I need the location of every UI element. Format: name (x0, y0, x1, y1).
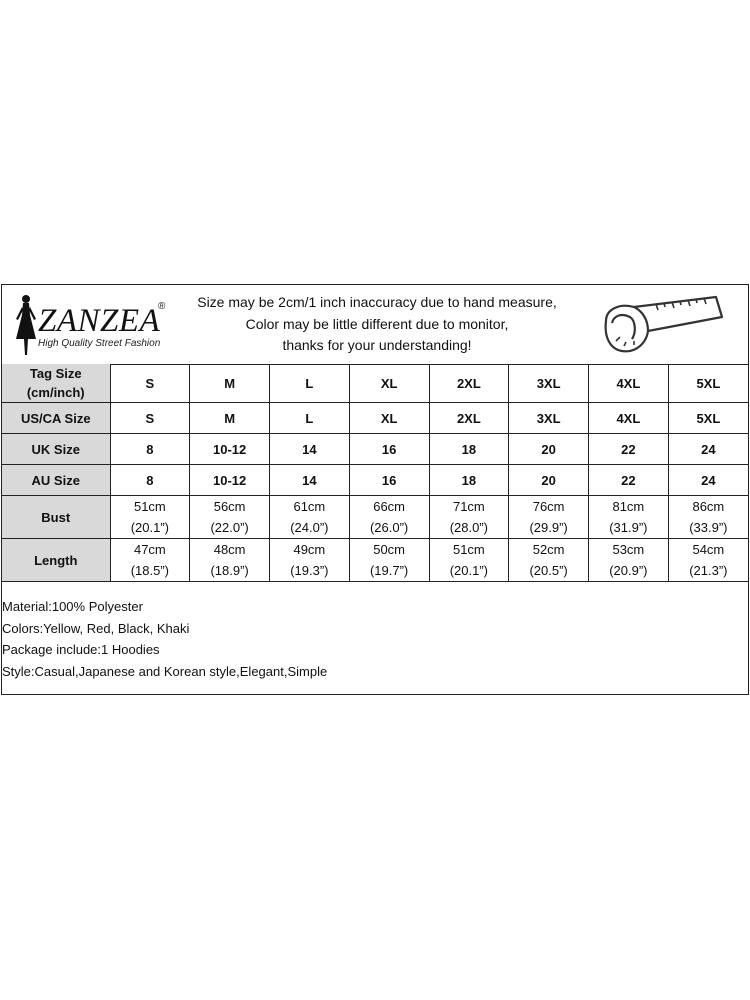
size-cell: 71cm (28.0”) (429, 496, 509, 539)
size-cell: 51cm (20.1”) (429, 539, 509, 582)
size-row (2, 496, 748, 539)
size-cell: 10-12 (190, 465, 270, 496)
size-table (2, 364, 748, 582)
size-cell: 2XL (429, 403, 509, 434)
size-cell: 24 (668, 434, 748, 465)
notice-line: Size may be 2cm/1 inch inaccuracy due to hand measure, (197, 294, 557, 310)
size-cell: 76cm (29.9”) (509, 496, 589, 539)
size-cell: M (190, 364, 270, 403)
size-cell: 3XL (509, 364, 589, 403)
brand-logo (8, 293, 178, 359)
size-cell: 4XL (589, 364, 669, 403)
size-cell: 56cm (22.0”) (190, 496, 270, 539)
measuring-tape-icon (598, 291, 728, 357)
size-cell: 2XL (429, 364, 509, 403)
size-cell: 14 (270, 434, 350, 465)
size-cell: 14 (270, 465, 350, 496)
size-cell: 52cm (20.5”) (509, 539, 589, 582)
size-cell: XL (349, 364, 429, 403)
size-cell: 24 (668, 465, 748, 496)
size-cell: 53cm (20.9”) (589, 539, 669, 582)
row-label: US/CA Size (2, 403, 110, 434)
size-cell: 20 (509, 465, 589, 496)
size-cell: 51cm (20.1”) (110, 496, 190, 539)
colors-info: Colors:Yellow, Red, Black, Khaki (2, 620, 190, 636)
size-row (2, 539, 748, 582)
row-label: UK Size (2, 434, 110, 465)
size-cell: 5XL (668, 403, 748, 434)
size-cell: S (110, 364, 190, 403)
size-cell: 48cm (18.9”) (190, 539, 270, 582)
size-cell: 66cm (26.0”) (349, 496, 429, 539)
size-cell: 50cm (19.7”) (349, 539, 429, 582)
notice-line: Color may be little different due to monitor, (245, 315, 509, 332)
size-cell: 47cm (18.5”) (110, 539, 190, 582)
material-info: Material:100% Polyester (2, 599, 143, 614)
brand-name: ZANZEA (38, 303, 161, 339)
size-cell: 81cm (31.9”) (589, 496, 669, 539)
row-label: AU Size (2, 465, 110, 496)
row-label: Length (2, 539, 110, 582)
size-cell: 22 (589, 465, 669, 496)
size-cell: 22 (589, 434, 669, 465)
package-info: Package include:1 Hoodies (2, 642, 160, 657)
size-cell: 16 (349, 465, 429, 496)
size-cell: 54cm (21.3”) (668, 539, 748, 582)
size-cell: 16 (349, 434, 429, 465)
size-cell: 8 (110, 465, 190, 496)
size-cell: 20 (509, 434, 589, 465)
size-cell: 61cm (24.0”) (270, 496, 350, 539)
size-row (2, 364, 748, 403)
size-cell: L (270, 364, 350, 403)
size-cell: 49cm (19.3”) (270, 539, 350, 582)
size-cell: 18 (429, 434, 509, 465)
size-cell: M (190, 403, 270, 434)
notice-line: thanks for your understanding! (282, 337, 472, 353)
row-label: Bust (2, 496, 110, 539)
chart-header (2, 285, 748, 365)
size-row (2, 434, 748, 465)
size-cell: 3XL (509, 403, 589, 434)
size-cell: 18 (429, 465, 509, 496)
registered-mark: ® (158, 301, 166, 312)
measurement-notice (182, 292, 572, 357)
size-cell: S (110, 403, 190, 434)
product-info-list (2, 596, 746, 682)
size-cell: 10-12 (190, 434, 270, 465)
style-info: Style:Casual,Japanese and Korean style,Elegant,Simple (2, 663, 328, 679)
size-cell: 8 (110, 434, 190, 465)
size-cell: 4XL (589, 403, 669, 434)
size-cell: L (270, 403, 350, 434)
size-row (2, 403, 748, 434)
size-cell: XL (349, 403, 429, 434)
size-cell: 86cm (33.9”) (668, 496, 748, 539)
size-row (2, 465, 748, 496)
woman-silhouette-icon (12, 293, 40, 359)
size-cell: 5XL (668, 364, 748, 403)
row-label: Tag Size (cm/inch) (2, 364, 110, 403)
brand-tagline: High Quality Street Fashion (38, 338, 161, 349)
